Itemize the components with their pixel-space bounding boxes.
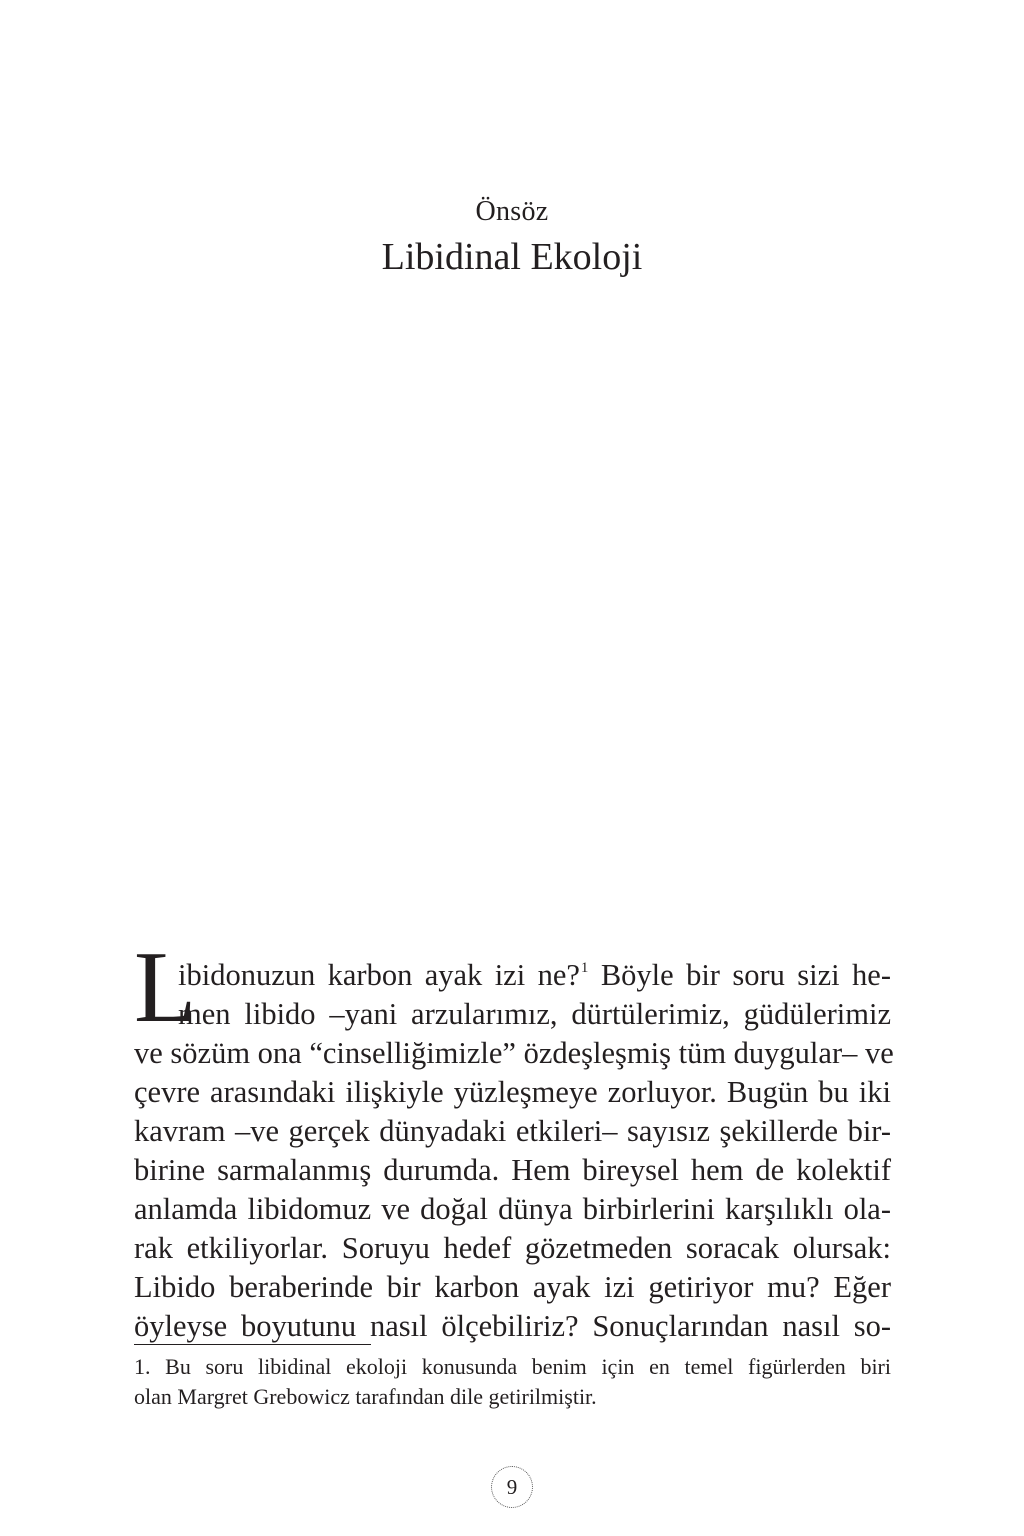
- page-number: 9: [491, 1466, 533, 1508]
- drop-cap: L: [134, 931, 197, 1044]
- body-line-4: çevre arasındaki ilişkiyle yüzleşmeye zorluyor. Bugün bu iki: [134, 1075, 891, 1109]
- chapter-heading: [0, 192, 1024, 282]
- body-line-5: kavram –ve gerçek dünyadaki etkileri– sayısız şekillerde bir-: [134, 1114, 891, 1148]
- body-line-1: [134, 956, 891, 995]
- footnote-reference: 1: [580, 960, 589, 976]
- chapter-kicker: Önsöz: [475, 196, 549, 227]
- chapter-title: Libidinal Ekoloji: [381, 236, 643, 278]
- body-paragraph: [134, 956, 894, 1346]
- body-line-9: Libido beraberinde bir karbon ayak izi getiriyor mu? Eğer: [134, 1270, 891, 1304]
- body-line-8: rak etkiliyorlar. Soruyu hedef gözetmeden soracak olursak:: [134, 1231, 891, 1265]
- footnote-separator: [134, 1344, 371, 1345]
- body-line-1-text: ibidonuzun karbon ayak izi ne?: [178, 958, 580, 992]
- body-line-3: ve sözüm ona “cinselliğimizle” özdeşleşmiş tüm duygular– ve: [134, 1036, 894, 1070]
- body-line-10: öyleyse boyutunu nasıl ölçebiliriz? Sonuçlarından nasıl so-: [134, 1309, 891, 1343]
- footnote-line-1: 1. Bu soru libidinal ekoloji konusunda benim için en temel figürlerden biri: [134, 1354, 891, 1379]
- body-line-7: anlamda libidomuz ve doğal dünya birbirlerini karşılıklı ola-: [134, 1192, 891, 1226]
- footnote-block: [134, 1352, 891, 1412]
- body-line-1-rest: Böyle bir soru sizi he-: [588, 958, 891, 992]
- body-line-6: birine sarmalanmış durumda. Hem bireysel hem de kolektif: [134, 1153, 891, 1187]
- body-line-2: men libido –yani arzularımız, dürtülerimiz, güdülerimiz: [178, 997, 891, 1031]
- footnote-line-2: olan Margret Grebowicz tarafından dile getirilmiştir.: [134, 1384, 597, 1409]
